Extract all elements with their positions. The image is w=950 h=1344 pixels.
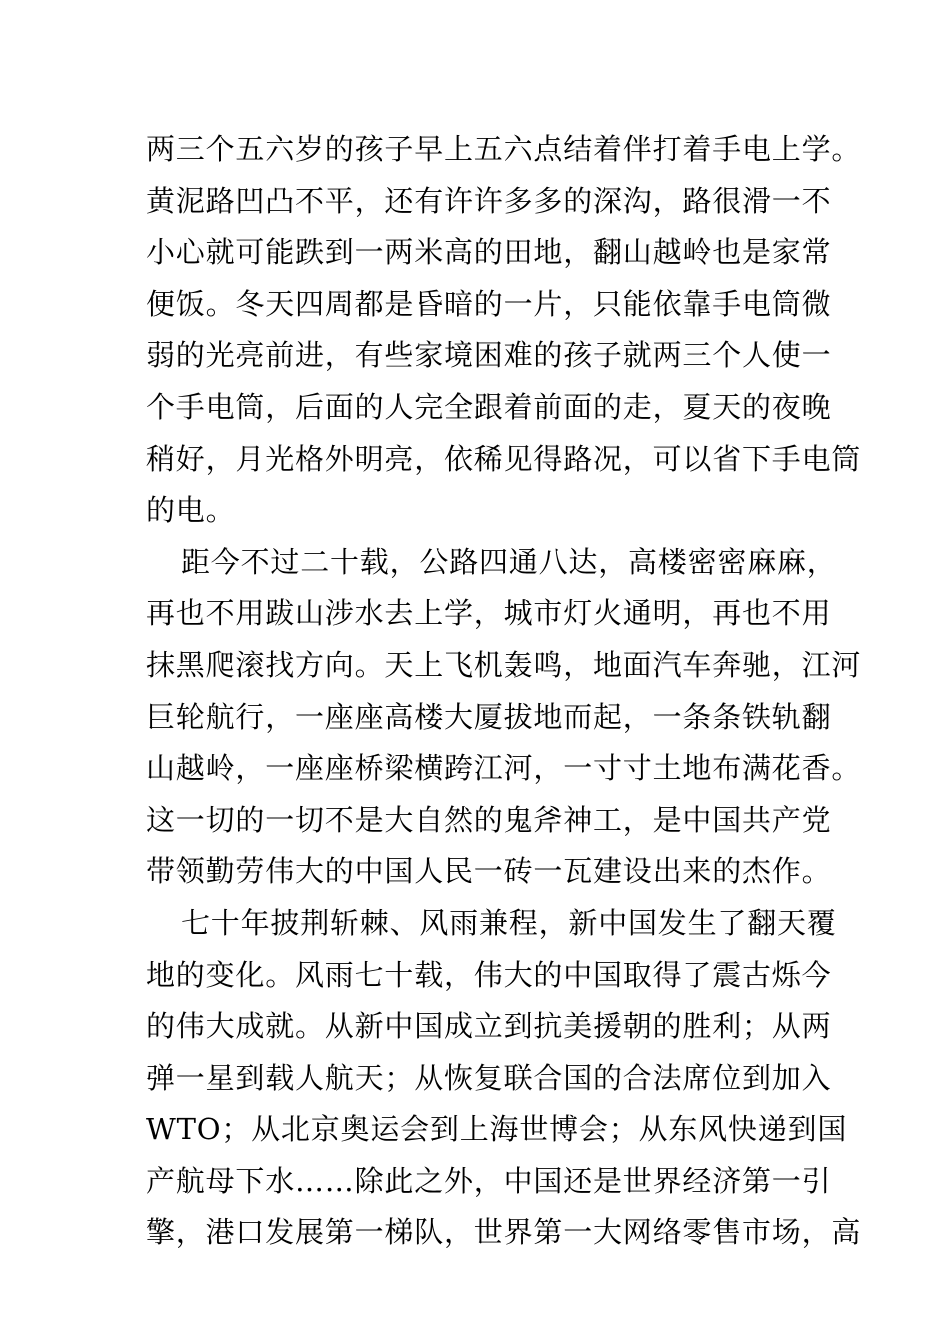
text-line: 的电。 (146, 493, 236, 528)
text-line: 便饭。冬天四周都是昏暗的一片，只能依靠手电筒微 (146, 286, 832, 321)
text-line: 黄泥路凹凸不平，还有许许多多的深沟，路很滑一不 (146, 183, 832, 218)
text-line: 抹黑爬滚找方向。天上飞机轰鸣，地面汽车奔驰，江河 (146, 647, 862, 682)
text-line: 小心就可能跌到一两米高的田地，翻山越岭也是家常 (146, 235, 832, 270)
text-line: 弹一星到载人航天；从恢复联合国的合法席位到加入 (146, 1060, 832, 1095)
text-line: 巨轮航行，一座座高楼大厦拔地而起，一条条铁轨翻 (146, 699, 832, 734)
text-line: 这一切的一切不是大自然的鬼斧神工，是中国共产党 (146, 802, 832, 837)
text-line: 再也不用跋山涉水去上学，城市灯火通明，再也不用 (146, 596, 832, 631)
paragraph-1 (146, 124, 862, 537)
text-line: 两三个五六岁的孩子早上五六点结着伴打着手电上学。 (146, 132, 862, 166)
text-line: 的伟大成就。从新中国成立到抗美援朝的胜利；从两 (146, 1009, 832, 1044)
paragraph-3 (146, 898, 862, 1259)
text-line: 稍好，月光格外明亮，依稀见得路况，可以省下手电筒 (146, 441, 862, 476)
text-line: WTO；从北京奥运会到上海世博会；从东风快递到国 (146, 1112, 848, 1147)
text-line: 擎，港口发展第一梯队，世界第一大网络零售市场，高 (146, 1215, 862, 1250)
text-line: 弱的光亮前进，有些家境困难的孩子就两三个人使一 (146, 338, 832, 373)
text-line: 地的变化。风雨七十载，伟大的中国取得了震古烁今 (146, 957, 832, 992)
paragraph-2 (146, 537, 862, 898)
text-line: 距今不过二十载，公路四通八达，高楼密密麻麻， (181, 544, 837, 579)
text-line: 山越岭，一座座桥梁横跨江河，一寸寸土地布满花香。 (146, 751, 862, 786)
text-line: 带领勤劳伟大的中国人民一砖一瓦建设出来的杰作。 (146, 854, 832, 889)
document-body (146, 124, 862, 1259)
text-line: 产航母下水……除此之外，中国还是世界经济第一引 (146, 1163, 832, 1198)
text-line: 个手电筒，后面的人完全跟着前面的走，夏天的夜晚 (146, 389, 832, 424)
text-line: 七十年披荆斩棘、风雨兼程，新中国发生了翻天覆 (181, 905, 837, 940)
